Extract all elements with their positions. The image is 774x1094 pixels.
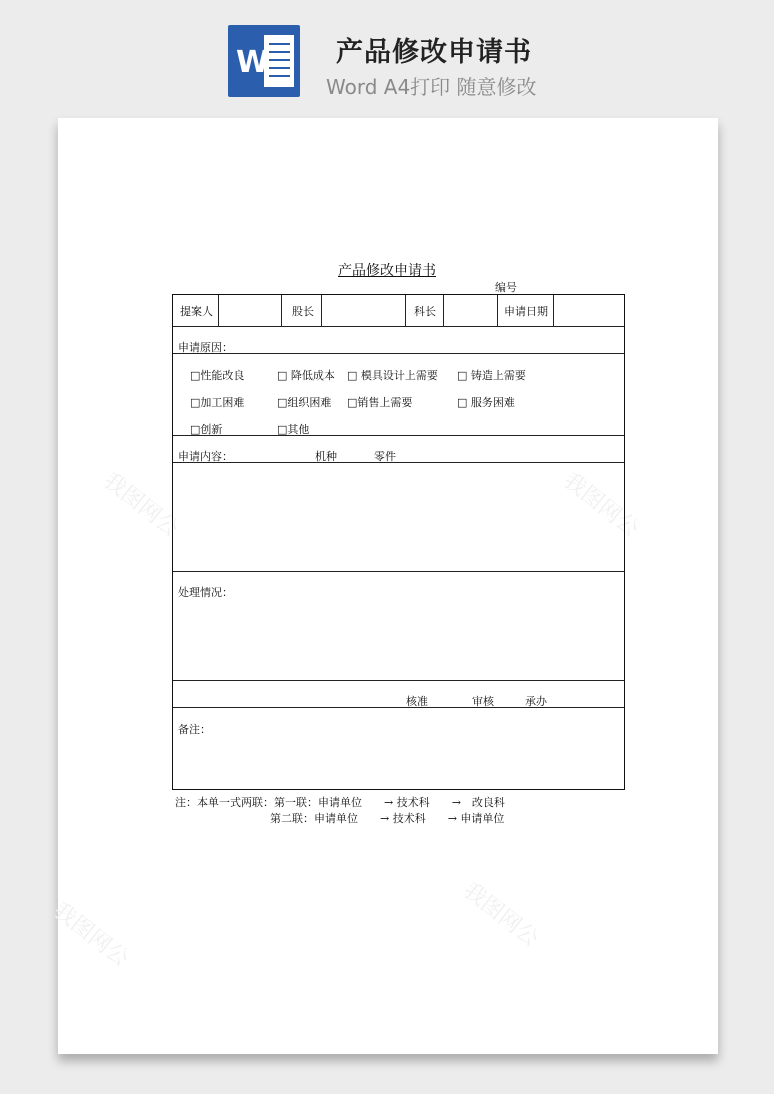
content-label: 申请内容： — [178, 450, 233, 463]
reason-option[interactable]: □创新 — [190, 423, 223, 436]
handling-label: 处理情况： — [178, 586, 233, 599]
document-page — [48, 118, 718, 1054]
content-area[interactable] — [174, 463, 623, 570]
watermark: 我图网公 — [48, 898, 134, 973]
apply-date-label: 申请日期 — [504, 305, 548, 318]
banner-title: 产品修改申请书 — [336, 37, 532, 68]
department-chief-label: 科长 — [414, 305, 436, 318]
reason-option[interactable]: □其他 — [277, 423, 310, 436]
remarks-area[interactable] — [174, 737, 623, 787]
form-number-label: 编号 — [495, 281, 517, 294]
watermark: 我图网公 — [558, 468, 644, 543]
form-title: 产品修改申请书 — [338, 263, 436, 279]
approve-label: 核准 — [406, 695, 428, 708]
reason-option[interactable]: □ 铸造上需要 — [457, 369, 526, 382]
reason-option[interactable]: □ 降低成本 — [277, 369, 335, 382]
apply-date-field[interactable] — [554, 296, 623, 325]
part-label: 零件 — [374, 450, 396, 463]
remarks-label: 备注： — [178, 723, 211, 736]
review-label: 审核 — [472, 695, 494, 708]
model-label: 机种 — [315, 450, 337, 463]
word-letter: W — [236, 45, 270, 80]
section-chief-label: 股长 — [292, 305, 314, 318]
department-chief-field[interactable] — [444, 296, 496, 325]
section-chief-field[interactable] — [322, 296, 404, 325]
reason-option[interactable]: □ 服务困难 — [457, 396, 515, 409]
routing-note-line1: 注：本单一式两联：第一联：申请单位 → 技术科 → 改良科 — [175, 796, 505, 809]
proposer-label: 提案人 — [180, 305, 213, 318]
word-app-icon — [228, 25, 300, 97]
reason-option[interactable]: □销售上需要 — [347, 396, 413, 409]
reason-label: 申请原因： — [178, 341, 233, 354]
routing-note-line2: 第二联：申请单位 → 技术科 → 申请单位 — [270, 812, 505, 825]
reason-option[interactable]: □加工困难 — [190, 396, 245, 409]
watermark: 我图网公 — [458, 878, 544, 953]
reason-option[interactable]: □性能改良 — [190, 369, 245, 382]
reason-option[interactable]: □ 模具设计上需要 — [347, 369, 438, 382]
proposer-field[interactable] — [219, 296, 280, 325]
reason-option[interactable]: □组织困难 — [277, 396, 332, 409]
banner-subtitle: Word A4打印 随意修改 — [326, 75, 537, 99]
watermark: 我图网公 — [98, 468, 184, 543]
handling-area[interactable] — [174, 600, 623, 679]
handler-label: 承办 — [525, 695, 547, 708]
application-form — [172, 294, 625, 790]
